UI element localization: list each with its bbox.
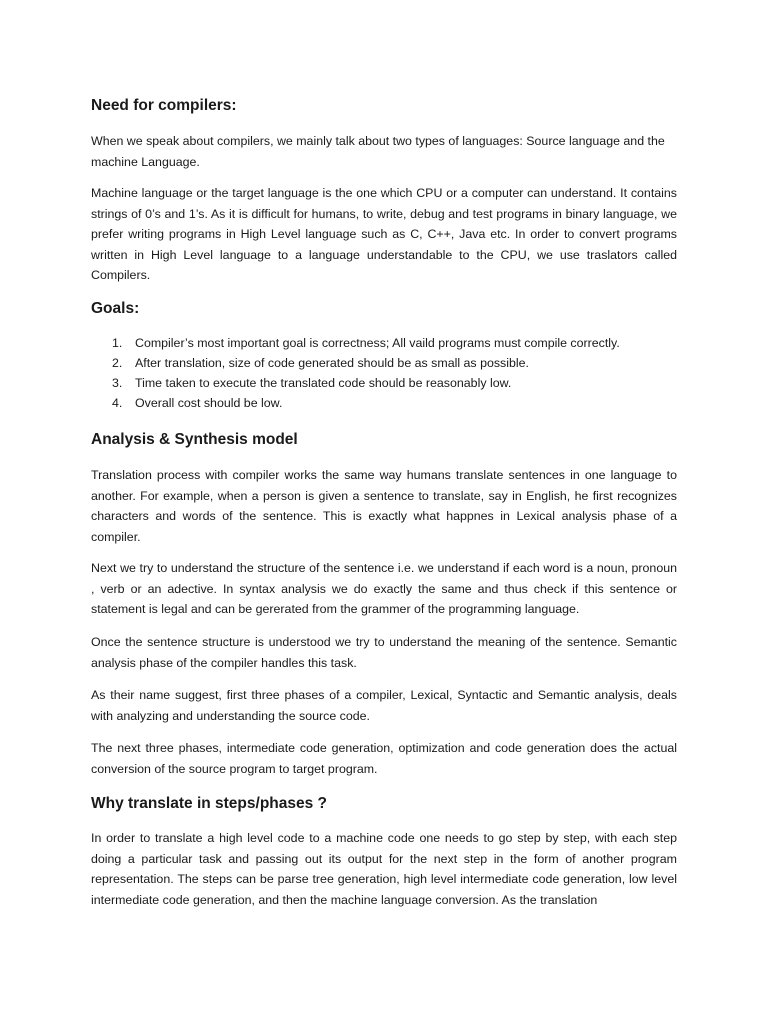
document-page [91, 0, 677, 1024]
paragraph-first-three-phases: As their name suggest, first three phases of a compiler, Lexical, Syntactic and Semantic analysis, deals with analyzing and understanding the source code. [91, 688, 677, 723]
list-number: 1. [112, 336, 123, 350]
heading-need-for-compilers: Need for compilers: [91, 97, 237, 114]
paragraph-translation-process: Translation process with compiler works the same way humans translate sentences in one language to another. For example, when a person is given a sentence to translate, say in English, he first recognizes characters and words of the sentence. This is exactly what happnes in Lexical analysis phase of a compiler. [91, 468, 677, 544]
goal-item [91, 373, 677, 393]
heading-analysis-synthesis: Analysis & Synthesis model [91, 431, 298, 448]
goal-item [91, 393, 677, 413]
list-number: 2. [112, 356, 123, 370]
goal-text: Overall cost should be low. [135, 396, 283, 410]
goal-item [91, 333, 677, 353]
goals-list [91, 333, 677, 413]
heading-goals: Goals: [91, 300, 140, 317]
goal-text: Time taken to execute the translated code should be reasonably low. [135, 376, 512, 390]
paragraph-machine-language: Machine language or the target language is the one which CPU or a computer can understand. It contains strings of 0’s and 1’s. As it is difficult for humans, to write, debug and test programs in binary language, we prefer writing programs in High Level language such as C, C++, Java etc. In order to convert programs written in High Level language to a language understandable to the CPU, we use traslators called Compilers. [91, 186, 677, 282]
list-number: 3. [112, 376, 123, 390]
paragraph-steps-explanation: In order to translate a high level code to a machine code one needs to go step by step, with each step doing a particular task and passing out its output for the next step in the form of another program representation. The steps can be parse tree generation, high level intermediate code generation, low level intermediate code generation, and then the machine language conversion. As the translation [91, 831, 677, 907]
goal-item [91, 353, 677, 373]
heading-why-translate-steps: Why translate in steps/phases ? [91, 795, 328, 812]
paragraph-compilers-intro: When we speak about compilers, we mainly talk about two types of languages: Source language and the machine Language. [91, 134, 665, 169]
paragraph-next-three-phases: The next three phases, intermediate code generation, optimization and code generation does the actual conversion of the source program to target program. [91, 741, 677, 776]
paragraph-semantic-analysis: Once the sentence structure is understood we try to understand the meaning of the sentence. Semantic analysis phase of the compiler handles this task. [91, 635, 677, 670]
list-number: 4. [112, 396, 123, 410]
paragraph-sentence-structure: Next we try to understand the structure of the sentence i.e. we understand if each word is a noun, pronoun , verb or an adective. In syntax analysis we do exactly the same and thus check if this sentence or statement is legal and can be gererated from the grammer of the programming language. [91, 561, 677, 616]
goal-text: Compiler’s most important goal is correctness; All vaild programs must compile correctly. [135, 336, 620, 350]
goal-text: After translation, size of code generated should be as small as possible. [135, 356, 529, 370]
